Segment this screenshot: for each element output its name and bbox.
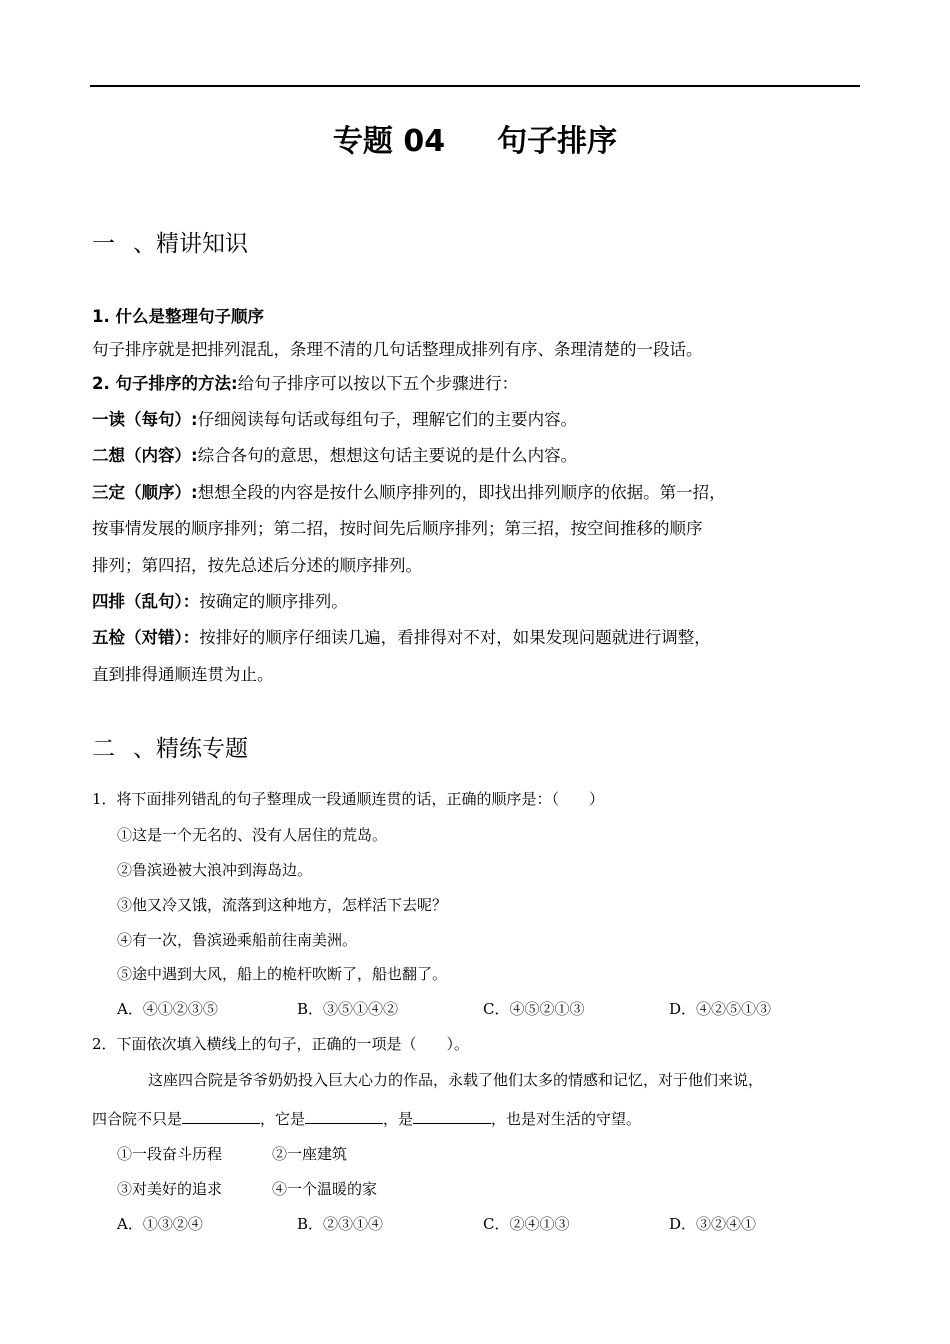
question2-passage-line2: 四合院不只是 ，它是 ，是 ，也是对生活的守望。 <box>92 1107 641 1130</box>
fill-blank-2[interactable] <box>305 1107 383 1124</box>
q1-title: 1. 什么是整理句子顺序 <box>92 307 264 326</box>
step5-line <box>92 626 711 650</box>
q1-body: 句子排序就是把排列混乱，条理不清的几句话整理成排列有序、条理清楚的一段话。 <box>92 340 703 359</box>
question1-item: ③他又冷又饿，流落到这种地方，怎样活下去呢？ <box>117 896 448 914</box>
q2-body: 给句子排序可以按以下五个步骤进行： <box>237 374 519 393</box>
step4-label: 四排（乱句）： <box>92 592 200 611</box>
question2-choice: ④一个温暖的家 <box>272 1180 378 1198</box>
step3-label: 三定（顺序）: <box>92 483 198 502</box>
section1-heading-num: 一 <box>92 231 115 257</box>
section2-heading <box>92 733 248 765</box>
step3-body: 想想全段的内容是按什么顺序排列的，即找出排列顺序的依据。第一招， <box>197 483 726 502</box>
question1-option-c[interactable]: C．④⑤②①③ <box>483 1000 585 1018</box>
step3-line <box>92 481 726 505</box>
q2-label: 2. 句子排序的方法: <box>92 374 238 393</box>
step4-body: 按确定的顺序排列。 <box>199 592 348 611</box>
question2-choice: ②一座建筑 <box>272 1145 348 1163</box>
step1-label: 一读（每句）: <box>92 410 198 429</box>
question2-option-a[interactable]: A．①③②④ <box>117 1215 203 1233</box>
top-rule <box>90 85 860 87</box>
fill-blank-1[interactable] <box>182 1107 260 1124</box>
step3-line3: 排列；第四招，按先总述后分述的顺序排列。 <box>92 556 422 575</box>
step2-line <box>92 444 577 468</box>
step5-body: 按排好的顺序仔细读几遍，看排得对不对，如果发现问题就进行调整， <box>199 628 711 647</box>
q2-line <box>92 372 518 396</box>
title-sub: 句子排序 <box>497 124 618 159</box>
step1-line <box>92 408 577 432</box>
question1-option-a[interactable]: A．④①②③⑤ <box>117 1000 218 1018</box>
question2-option-d[interactable]: D．③②④① <box>669 1215 757 1233</box>
question2-option-c[interactable]: C．②④①③ <box>483 1215 570 1233</box>
section1-heading <box>92 228 248 260</box>
question2-choice: ①一段奋斗历程 <box>117 1145 223 1163</box>
title-main: 专题 04 <box>332 124 446 159</box>
question1-option-d[interactable]: D．④②⑤①③ <box>669 1000 772 1018</box>
page-title <box>0 120 950 164</box>
question1-item: ②鲁滨逊被大浪冲到海岛边。 <box>117 861 313 879</box>
question1-item: ⑤途中遇到大风，船上的桅杆吹断了，船也翻了。 <box>117 965 448 983</box>
step4-line <box>92 590 348 614</box>
question2-option-b[interactable]: B．②③①④ <box>297 1215 384 1233</box>
section1-heading-text: 、精讲知识 <box>133 231 248 257</box>
question2-passage-line1: 这座四合院是爷爷奶奶投入巨大心力的作品，永载了他们太多的情感和记忆，对于他们来说， <box>148 1071 764 1089</box>
question1-item: ①这是一个无名的、没有人居住的荒岛。 <box>117 826 388 844</box>
question2-choice: ③对美好的追求 <box>117 1180 223 1198</box>
step3-line2: 按事情发展的顺序排列；第二招，按时间先后顺序排列；第三招，按空间推移的顺序 <box>92 519 703 538</box>
step2-label: 二想（内容）: <box>92 446 198 465</box>
step5-line2: 直到排得通顺连贯为止。 <box>92 665 274 684</box>
fill-blank-3[interactable] <box>413 1107 491 1124</box>
question2-stem: 2．下面依次填入横线上的句子，正确的一项是（ ）。 <box>92 1035 470 1053</box>
question1-option-b[interactable]: B．③⑤①④② <box>297 1000 399 1018</box>
section2-heading-text: 、精练专题 <box>133 736 248 762</box>
question1-stem: 1．将下面排列错乱的句子整理成一段通顺连贯的话，正确的顺序是：（ ） <box>92 790 605 808</box>
section2-heading-num: 二 <box>92 736 115 762</box>
step1-body: 仔细阅读每句话或每组句子，理解它们的主要内容。 <box>197 410 578 429</box>
step5-label: 五检（对错）： <box>92 628 200 647</box>
question1-item: ④有一次，鲁滨逊乘船前往南美洲。 <box>117 931 358 949</box>
step2-body: 综合各句的意思，想想这句话主要说的是什么内容。 <box>197 446 578 465</box>
